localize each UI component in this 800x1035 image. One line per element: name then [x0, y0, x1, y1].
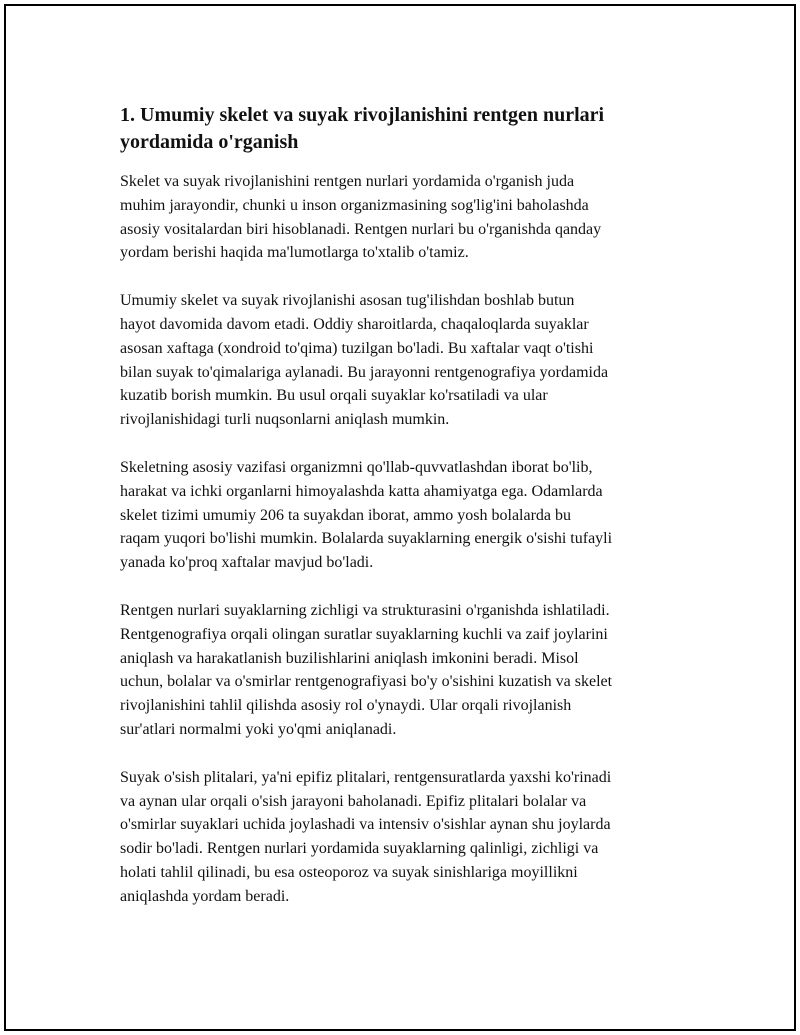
heading-line: 1. Umumiy skelet va suyak rivojlanishini rentgen nurlari [120, 104, 605, 126]
paragraph-intro [120, 170, 700, 265]
text-line: yanada ko'proq xaftalar mavjud bo'ladi. [120, 554, 374, 572]
text-line: rivojlanishidagi turli nuqsonlarni aniqlash mumkin. [120, 411, 450, 429]
paragraph-growth-plates [120, 766, 700, 909]
text-line: Rentgenografiya orqali olingan suratlar suyaklarning kuchli va zaif joylarini [120, 625, 608, 643]
text-line: Suyak o'sish plitalari, ya'ni epifiz plitalari, rentgensuratlarda yaxshi ko'rinadi [120, 768, 612, 786]
text-line: hayot davomida davom etadi. Oddiy sharoitlarda, chaqaloqlarda suyaklar [120, 315, 589, 333]
text-line: sodir bo'ladi. Rentgen nurlari yordamida suyaklarning qalinligi, zichligi va [120, 840, 599, 858]
text-line: muhim jarayondir, chunki u inson organizmasining sog'lig'ini baholashda [120, 196, 589, 214]
text-line: o'smirlar suyaklari uchida joylashadi va intensiv o'sishlar aynan shu joylarda [120, 816, 611, 834]
text-line: Umumiy skelet va suyak rivojlanishi asosan tug'ilishdan boshlab butun [120, 292, 575, 310]
text-line: skelet tizimi umumiy 206 ta suyakdan iborat, ammo yosh bolalarda bu [120, 506, 572, 524]
text-line: uchun, bolalar va o'smirlar rentgenografiyasi bo'y o'sishini kuzatish va skelet [120, 673, 613, 691]
text-line: Skelet va suyak rivojlanishini rentgen nurlari yordamida o'rganish juda [120, 173, 575, 190]
text-line: Skeletning asosiy vazifasi organizmni qo'llab-quvvatlashdan iborat bo'lib, [120, 458, 593, 476]
paragraph-development [120, 289, 700, 432]
paragraph-function [120, 456, 700, 575]
text-line: holati tahlil qilinadi, bu esa osteoporoz va suyak sinishlariga moyillikni [120, 863, 578, 881]
text-line: asosan xaftaga (xondroid to'qima) tuzilgan bo'ladi. Bu xaftalar vaqt o'tishi [120, 339, 594, 357]
paragraph-xray-density [120, 599, 700, 742]
text-line: yordam berishi haqida ma'lumotlarga to'xtalib o'tamiz. [120, 244, 469, 262]
text-line: sur'atlari normalmi yoki yo'qmi aniqlanadi. [120, 720, 397, 738]
document-body [120, 102, 700, 933]
text-line: aniqlashda yordam beradi. [120, 887, 290, 905]
text-line: va aynan ular orqali o'sish jarayoni baholanadi. Epifiz plitalari bolalar va [120, 792, 587, 810]
section-heading [120, 102, 700, 156]
text-line: raqam yuqori bo'lishi mumkin. Bolalarda suyaklarning energik o'sishi tufayli [120, 530, 613, 548]
text-line: Rentgen nurlari suyaklarning zichligi va strukturasini o'rganishda ishlatiladi. [120, 601, 610, 619]
page-frame [4, 4, 796, 1031]
text-line: aniqlash va harakatlanish buzilishlarini aniqlash imkonini beradi. Misol [120, 649, 579, 667]
text-line: bilan suyak to'qimalariga aylanadi. Bu jarayonni rentgenografiya yordamida [120, 363, 609, 381]
heading-line: yordamida o'rganish [120, 131, 299, 153]
text-line: kuzatib borish mumkin. Bu usul orqali suyaklar ko'rsatiladi va ular [120, 387, 548, 405]
text-line: harakat va ichki organlarni himoyalashda katta ahamiyatga ega. Odamlarda [120, 482, 603, 500]
text-line: asosiy vositalardan biri hisoblanadi. Rentgen nurlari bu o'rganishda qanday [120, 220, 602, 238]
text-line: rivojlanishini tahlil qilishda asosiy rol o'ynaydi. Ular orqali rivojlanish [120, 697, 572, 715]
